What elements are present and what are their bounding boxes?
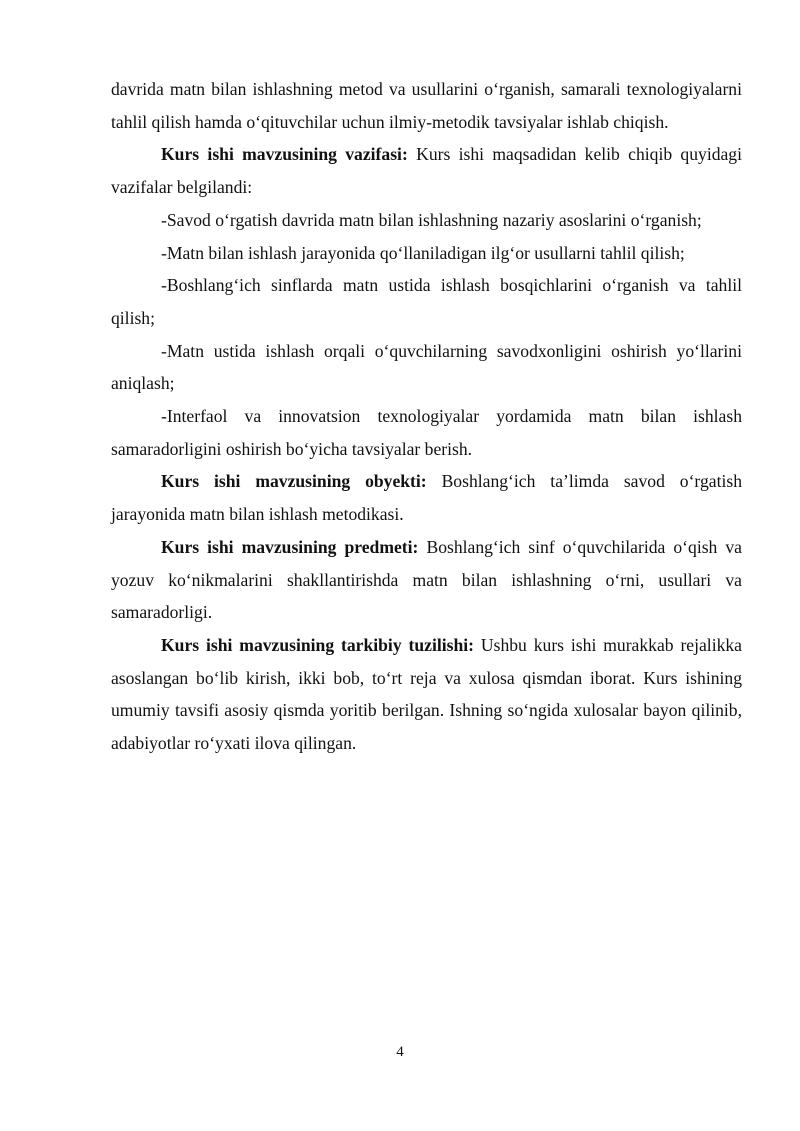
- task-item: -Interfaol va innovatsion texnologiyalar yordamida matn bilan ishlash samaradorligini oshirish bo‘yicha tavsiyalar berish.: [111, 406, 742, 459]
- page-number: 4: [396, 1044, 404, 1060]
- task-item: -Boshlang‘ich sinflarda matn ustida ishlash bosqichlarini o‘rganish va tahlil qilish;: [111, 275, 742, 328]
- structure-heading: Kurs ishi mavzusining tarkibiy tuzilishi:: [161, 634, 475, 655]
- object-heading: Kurs ishi mavzusining obyekti:: [161, 471, 427, 492]
- continuation-paragraph: davrida matn bilan ishlashning metod va usullarini o‘rganish, samarali texnologiyalarni tahlil qilish hamda o‘qituvchilar uchun ilmiy-metodik tavsiyalar ishlab chiqish.: [111, 79, 742, 132]
- tasks-text: Kurs ishi maqsadidan kelib chiqib quyidagi vazifalar belgilandi:: [111, 144, 742, 198]
- structure-text: Ushbu kurs ishi murakkab rejalikka asoslangan bo‘lib kirish, ikki bob, to‘rt reja va xulosa qismdan iborat. Kurs ishining umumiy tavsifi asosiy qismda yoritib berilgan. Ishning so‘ngida xulosalar bayon qilinib, adabiyotlar ro‘yxati ilova qilingan.: [111, 634, 742, 754]
- document-body: [111, 73, 742, 760]
- structure-paragraph: [111, 629, 742, 760]
- subject-heading: Kurs ishi mavzusining predmeti:: [161, 536, 419, 557]
- task-item: -Savod o‘rgatish davrida matn bilan ishlashning nazariy asoslarini o‘rganish;: [161, 209, 702, 230]
- object-paragraph: [111, 465, 742, 530]
- subject-paragraph: [111, 531, 742, 629]
- tasks-paragraph: [111, 138, 742, 203]
- object-text: Boshlang‘ich ta’limda savod o‘rgatish jarayonida matn bilan ishlash metodikasi.: [111, 471, 743, 525]
- tasks-heading: Kurs ishi mavzusining vazifasi:: [161, 144, 408, 165]
- task-item: -Matn ustida ishlash orqali o‘quvchilarning savodxonligini oshirish yo‘llarini aniqlash;: [111, 340, 742, 394]
- task-item: -Matn bilan ishlash jarayonida qo‘llaniladigan ilg‘or usullarni tahlil qilish;: [161, 242, 685, 263]
- subject-text: Boshlang‘ich sinf o‘quvchilarida o‘qish va yozuv ko‘nikmalarini shakllantirishda matn bilan ishlashning o‘rni, usullari va samaradorligi.: [111, 536, 742, 623]
